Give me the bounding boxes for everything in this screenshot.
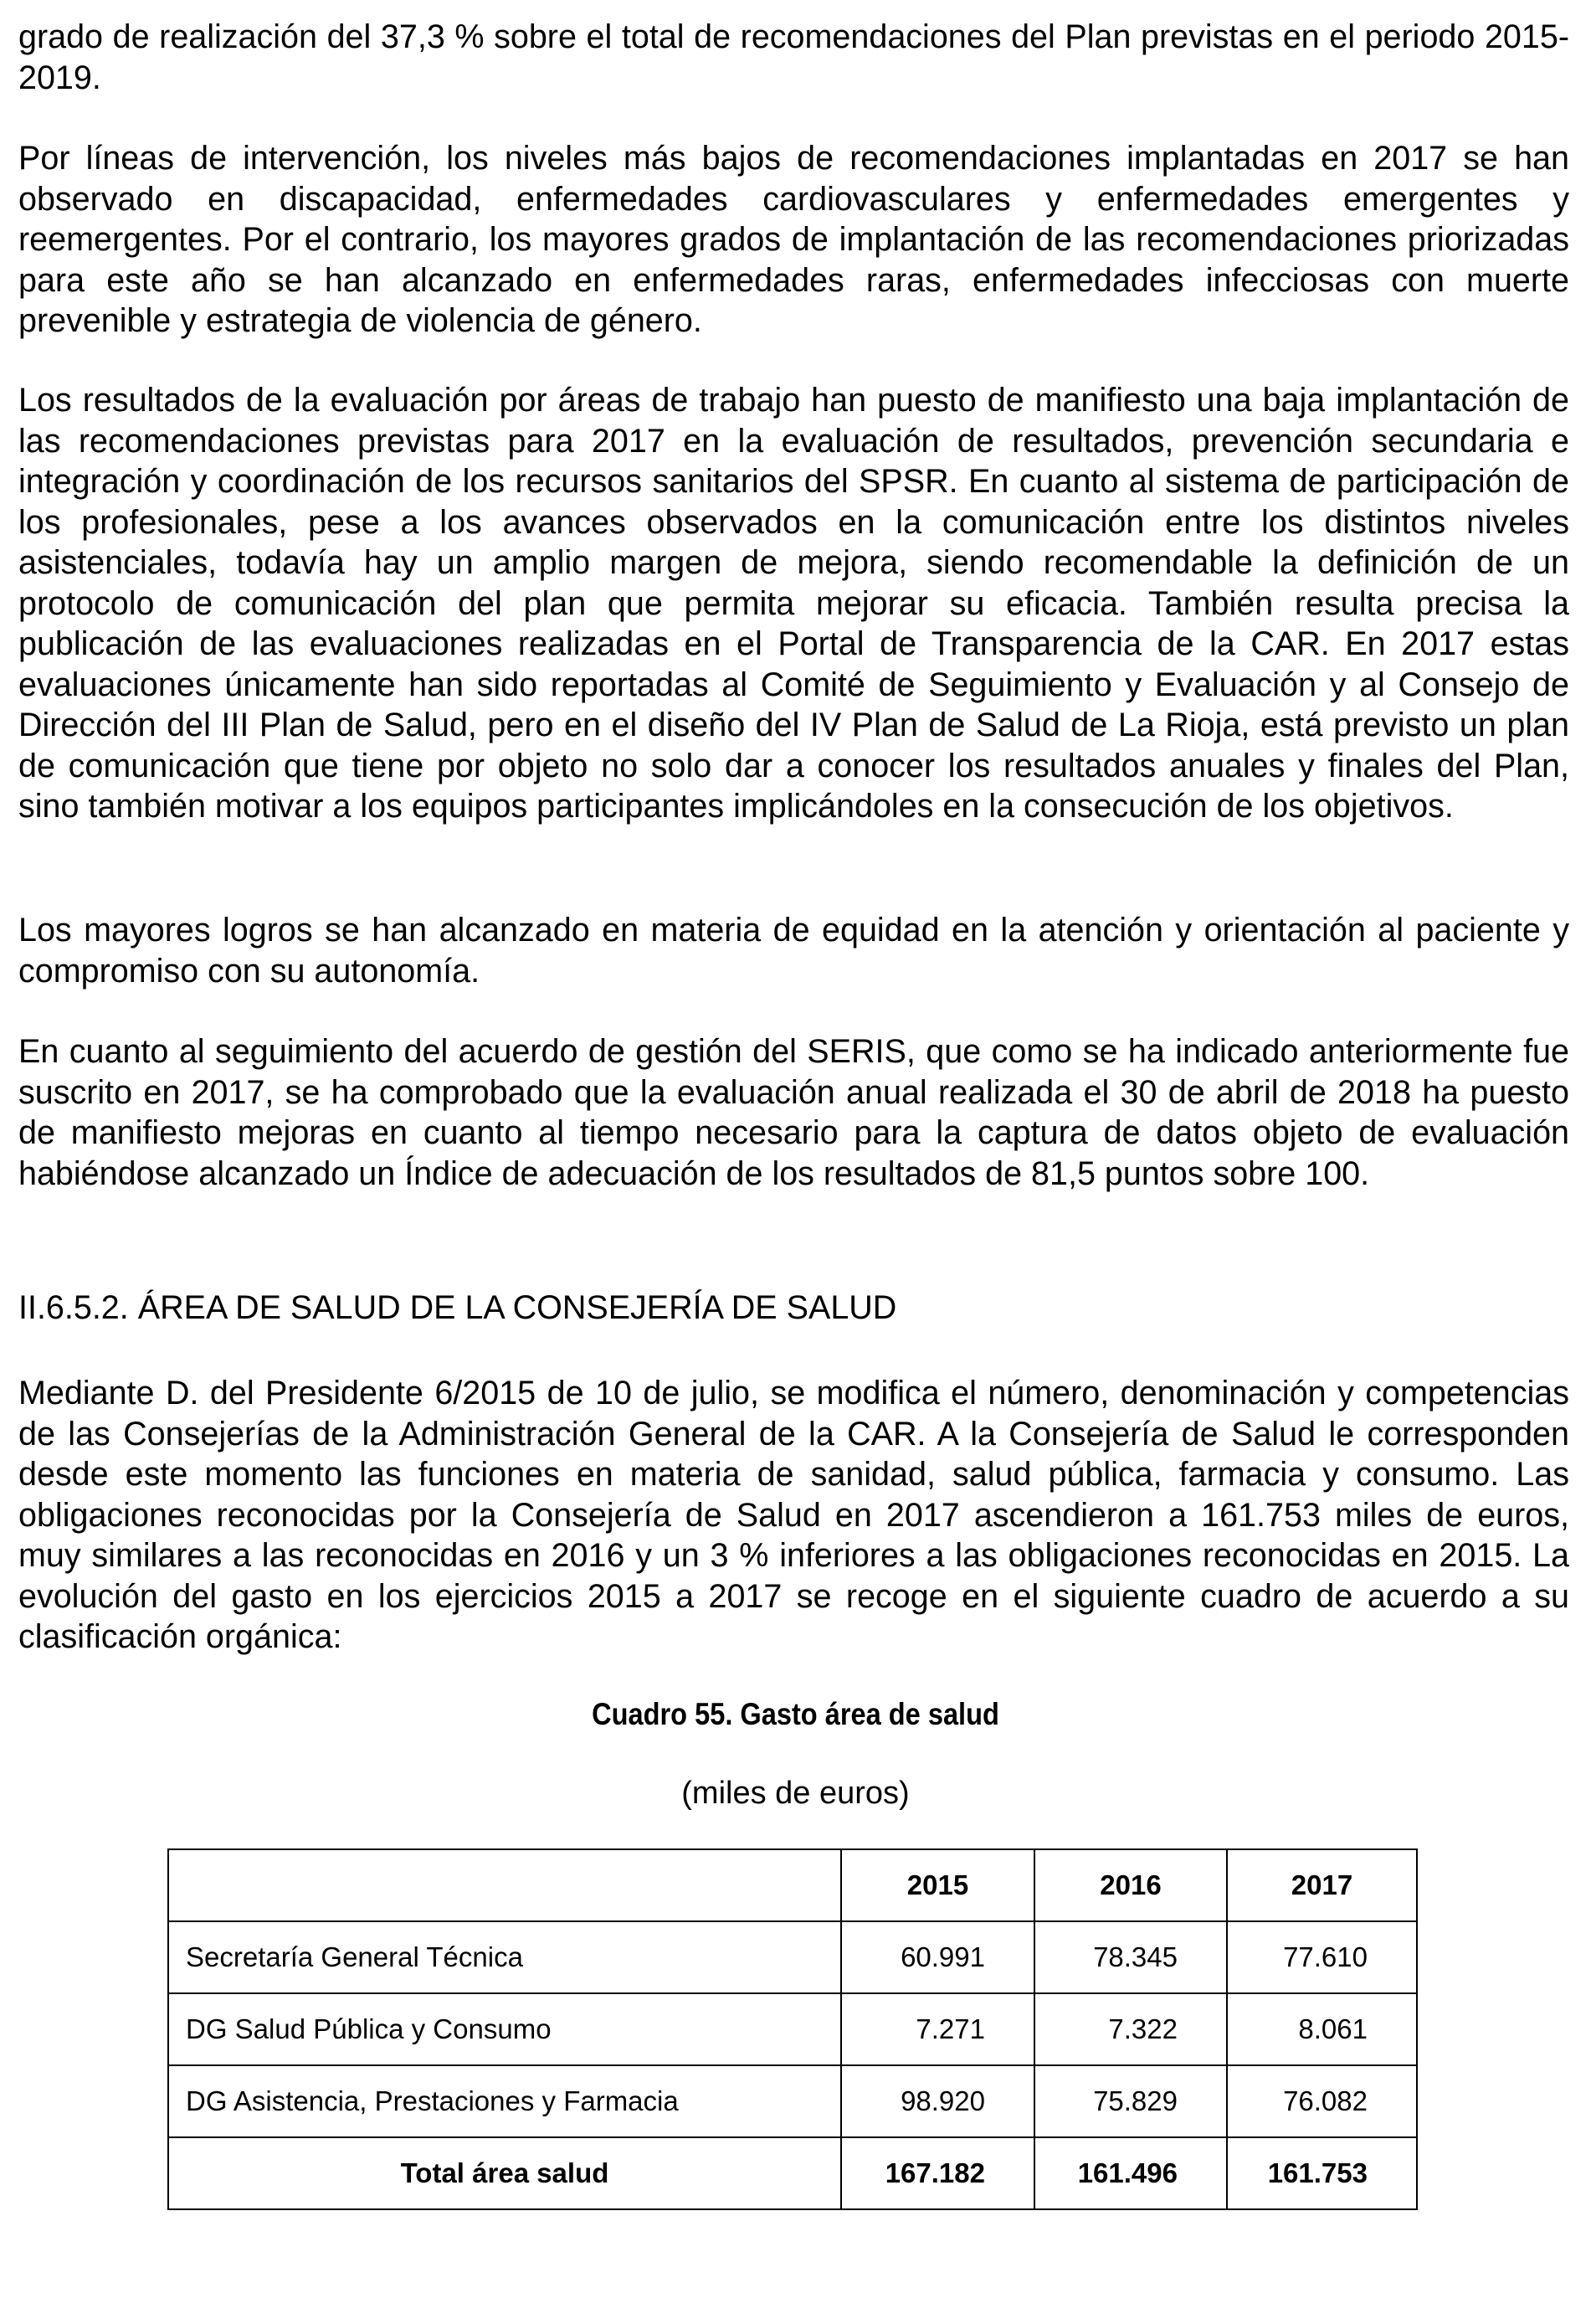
section-heading: II.6.5.2. ÁREA DE SALUD DE LA CONSEJERÍA DE SALUD xyxy=(18,1289,897,1326)
header-cell-empty xyxy=(168,1849,841,1921)
value-2016: 7.322 xyxy=(1034,1993,1227,2065)
row-label: Secretaría General Técnica xyxy=(168,1921,841,1993)
paragraph-intervention-lines: Por líneas de intervención, los niveles más bajos de recomendaciones implantadas en 2017 se han observado en discapacidad, enfermedades cardiovasculares y enfermedades emergentes y reemergentes. Por el contrario, los mayores grados de implantación de las recomendaciones priorizadas para este año se han alcanzado en enfermedades raras, enfermedades infecciosas con muerte prevenible y estrategia de violencia de género. xyxy=(18,140,1569,339)
paragraph-seris-agreement: En cuanto al seguimiento del acuerdo de gestión del SERIS, que como se ha indicado anteriormente fue suscrito en 2017, se ha comprobado que la evaluación anual realizada el 30 de abril de 2018 ha puesto de manifiesto mejoras en cuanto al tiempo necesario para la captura de datos objeto de evaluación habiéndose alcanzado un Índice de adecuación de los resultados de 81,5 puntos sobre 100. xyxy=(18,1033,1569,1192)
paragraph-major-achievements: Los mayores logros se han alcanzado en materia de equidad en la atención y orientación al paciente y compromiso con su autonomía. xyxy=(18,912,1569,990)
value-2017: 76.082 xyxy=(1227,2065,1417,2137)
value-2015: 60.991 xyxy=(841,1921,1034,1993)
header-cell-2015: 2015 xyxy=(841,1849,1034,1921)
paragraph-evaluation-results: Los resultados de la evaluación por áreas de trabajo han puesto de manifiesto una baja implantación de las recomendaciones previstas para 2017 en la evaluación de resultados, prevención secundaria e integración y coordinación de los recursos sanitarios del SPSR. En cuanto al sistema de participación de los profesionales, pese a los avances observados en la comunicación entre los distintos niveles asistenciales, todavía hay un amplio margen de mejora, siendo recomendable la definición de un protocolo de comunicación del plan que permita mejorar su eficacia. También resulta precisa la publicación de las evaluaciones realizadas en el Portal de Transparencia de la CAR. En 2017 estas evaluaciones únicamente han sido reportadas al Comité de Seguimiento y Evaluación y al Consejo de Dirección del III Plan de Salud, pero en el diseño del IV Plan de Salud de La Rioja, está previsto un plan de comunicación que tiene por objeto no solo dar a conocer los resultados anuales y finales del Plan, sino también motivar a los equipos participantes implicándoles en la consecución de los objetivos. xyxy=(18,382,1569,825)
total-label: Total área salud xyxy=(168,2137,841,2209)
table-title: Cuadro 55. Gasto área de salud xyxy=(592,1697,999,1731)
row-label: DG Asistencia, Prestaciones y Farmacia xyxy=(168,2065,841,2137)
paragraph-implementation-rate: grado de realización del 37,3 % sobre el total de recomendaciones del Plan previstas en el periodo 2015-2019. xyxy=(18,18,1569,96)
row-label: DG Salud Pública y Consumo xyxy=(168,1993,841,2065)
table-row xyxy=(168,2065,1417,2137)
table-row xyxy=(168,1921,1417,1993)
header-cell-2016: 2016 xyxy=(1034,1849,1227,1921)
table-row xyxy=(168,1993,1417,2065)
total-2016: 161.496 xyxy=(1034,2137,1227,2209)
value-2017: 8.061 xyxy=(1227,1993,1417,2065)
value-2016: 78.345 xyxy=(1034,1921,1227,1993)
table-subtitle: (miles de euros) xyxy=(681,1776,910,1811)
total-2015: 167.182 xyxy=(841,2137,1034,2209)
value-2017: 77.610 xyxy=(1227,1921,1417,1993)
value-2015: 98.920 xyxy=(841,2065,1034,2137)
table-total-row xyxy=(168,2137,1417,2209)
total-2017: 161.753 xyxy=(1227,2137,1417,2209)
header-cell-2017: 2017 xyxy=(1227,1849,1417,1921)
value-2015: 7.271 xyxy=(841,1993,1034,2065)
table-header-row xyxy=(168,1849,1417,1921)
health-expense-table xyxy=(167,1848,1418,2210)
paragraph-consejeria-salud: Mediante D. del Presidente 6/2015 de 10 de julio, se modifica el número, denominación y competencias de las Consejerías de la Administración General de la CAR. A la Consejería de Salud le corresponden desde este momento las funciones en materia de sanidad, salud pública, farmacia y consumo. Las obligaciones reconocidas por la Consejería de Salud en 2017 ascendieron a 161.753 miles de euros, muy similares a las reconocidas en 2016 y un 3 % inferiores a las obligaciones reconocidas en 2015. La evolución del gasto en los ejercicios 2015 a 2017 se recoge en el siguiente cuadro de acuerdo a su clasificación orgánica: xyxy=(18,1375,1569,1655)
value-2016: 75.829 xyxy=(1034,2065,1227,2137)
